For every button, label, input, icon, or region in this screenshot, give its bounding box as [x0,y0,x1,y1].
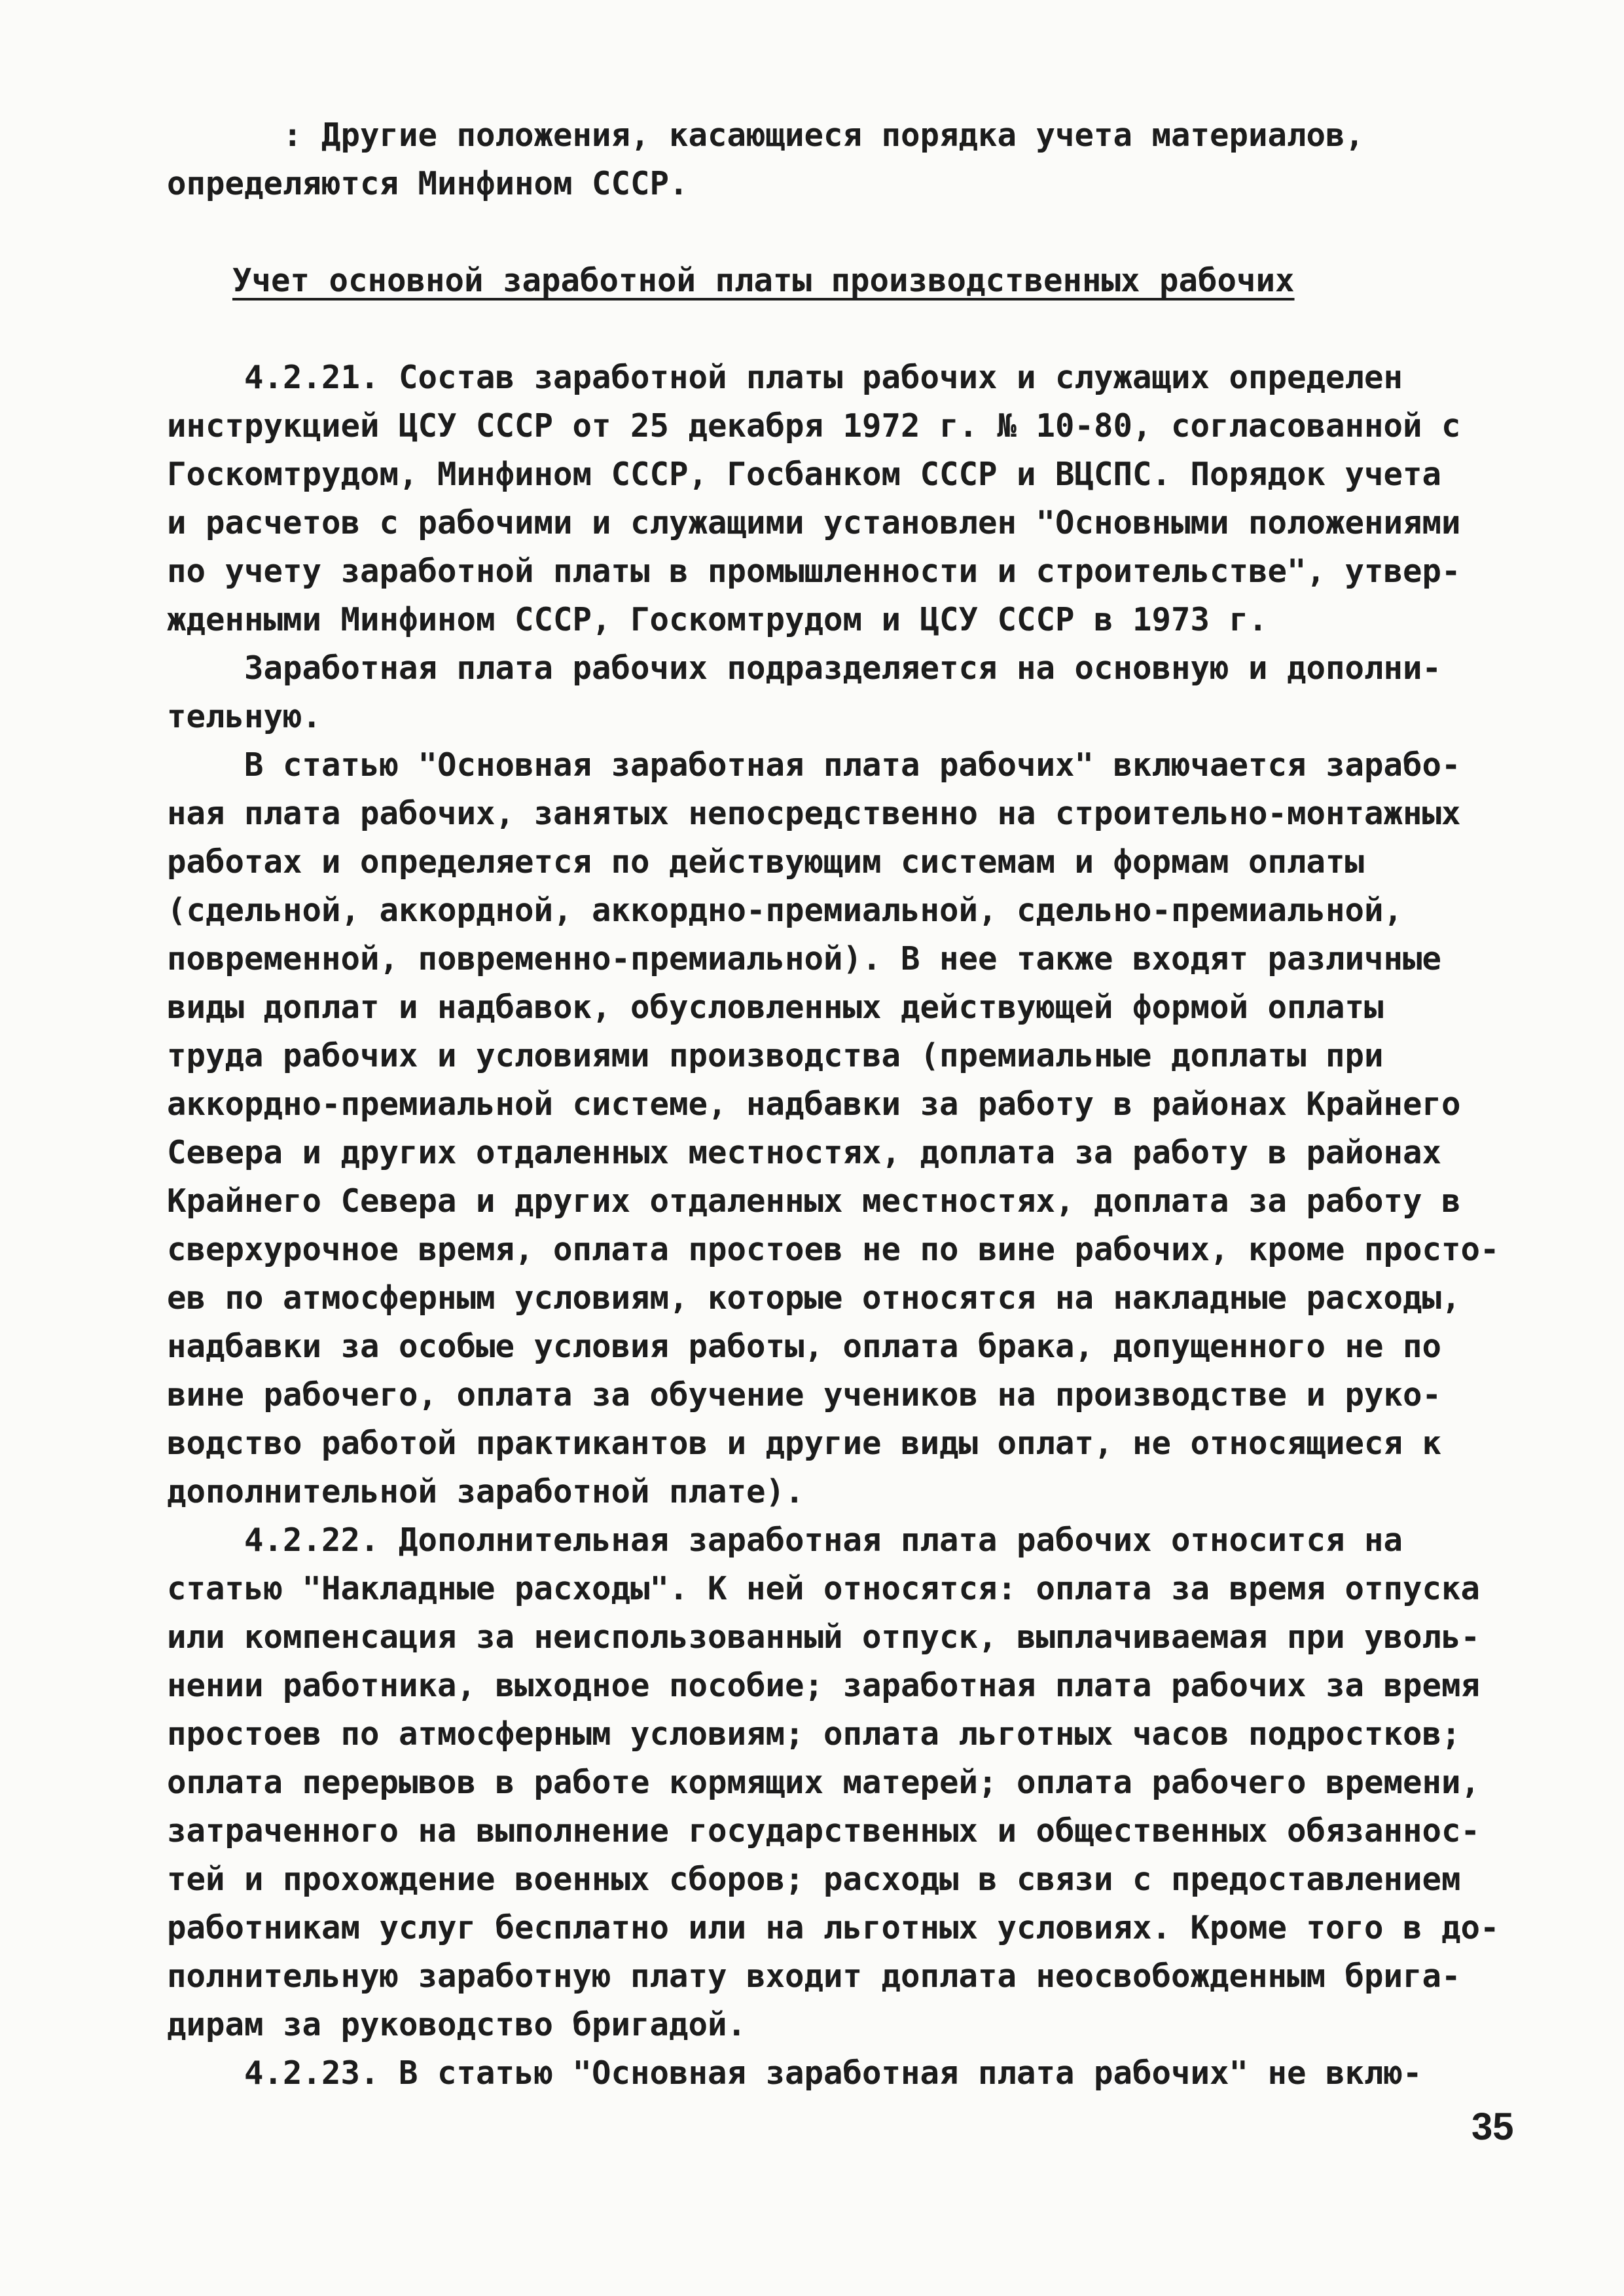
body-line: жденными Минфином СССР, Госкомтрудом и ЦСУ СССР в 1973 г. [167,601,1268,638]
body-line: водство работой практикантов и другие виды оплат, не относящиеся к [167,1425,1442,1462]
body-line: работникам услуг бесплатно или на льготных условиях. Кроме того в до- [167,1909,1500,1946]
body-line: 4.2.22. Дополнительная заработная плата рабочих относится на [167,1522,1403,1559]
body-line: или компенсация за неиспользованный отпуск, выплачиваемая при уволь- [167,1618,1481,1656]
body-line: Заработная плата рабочих подразделяется на основную и дополни- [167,649,1442,687]
body-line: ная плата рабочих, занятых непосредственно на строительно-монтажных [167,795,1461,832]
body-line: инструкцией ЦСУ СССР от 25 декабря 1972 г. № 10-80, согласованной с [167,407,1461,445]
body-line: труда рабочих и условиями производства (премиальные доплаты при [167,1037,1384,1074]
body-line: Госкомтрудом, Минфином СССР, Госбанком СССР и ВЦСПС. Порядок учета [167,456,1442,493]
body-line: оплата перерывов в работе кормящих матерей; оплата рабочего времени, [167,1764,1481,1801]
document-text [167,111,1509,2098]
body-line: полнительную заработную плату входит доплата неосвобожденным брига- [167,1958,1461,1995]
body-line: (сдельной, аккордной, аккордно-премиальной, сдельно-премиальной, [167,892,1403,929]
body-line: дополнительной заработной плате). [167,1473,804,1510]
body-line: тей и прохождение военных сборов; расходы в связи с предоставлением [167,1861,1461,1898]
body-line: тельную. [167,698,322,735]
body-line: В статью "Основная заработная плата рабочих" включается зарабо- [167,746,1461,784]
intro-line: определяются Минфином СССР. [167,165,689,202]
intro-line: : Другие положения, касающиеся порядка учета материалов, [167,117,1365,154]
body-line: затраченного на выполнение государственных и общественных обязаннос- [167,1812,1481,1850]
body-line: работах и определяется по действующим системам и формам оплаты [167,843,1365,881]
body-line: Севера и других отдаленных местностях, доплата за работу в районах [167,1134,1442,1171]
body-line: 4.2.21. Состав заработной платы рабочих и служащих определен [167,359,1403,396]
body-line: аккордно-премиальной системе, надбавки за работу в районах Крайнего [167,1085,1461,1123]
page-number: 35 [1471,2105,1514,2148]
section-heading: Учет основной заработной платы производственных рабочих [232,262,1295,299]
body-line: сверхурочное время, оплата простоев не по вине рабочих, кроме просто- [167,1231,1500,1268]
body-line: простоев по атмосферным условиям; оплата льготных часов подростков; [167,1715,1461,1753]
body-line: статью "Накладные расходы". К ней относятся: оплата за время отпуска [167,1570,1481,1607]
body-line: Крайнего Севера и других отдаленных местностях, доплата за работу в [167,1182,1461,1220]
body-line: повременной, повременно-премиальной). В нее также входят различные [167,940,1442,977]
spacer [167,305,1509,354]
body-line: по учету заработной платы в промышленности и строительстве", утвер- [167,553,1461,590]
body-line: и расчетов с рабочими и служащими установлен "Основными положениями [167,504,1461,541]
body-line: виды доплат и надбавок, обусловленных действующей формой оплаты [167,989,1384,1026]
body-line: ев по атмосферным условиям, которые относятся на накладные расходы, [167,1279,1461,1317]
body-line: дирам за руководство бригадой. [167,2006,747,2043]
body-line: надбавки за особые условия работы, оплата брака, допущенного не по [167,1328,1442,1365]
body-line: вине рабочего, оплата за обучение учеников на производстве и руко- [167,1376,1442,1413]
body-line: нении работника, выходное пособие; заработная плата рабочих за время [167,1667,1481,1704]
spacer [167,208,1509,257]
body-line: 4.2.23. В статью "Основная заработная плата рабочих" не вклю- [167,2054,1422,2092]
